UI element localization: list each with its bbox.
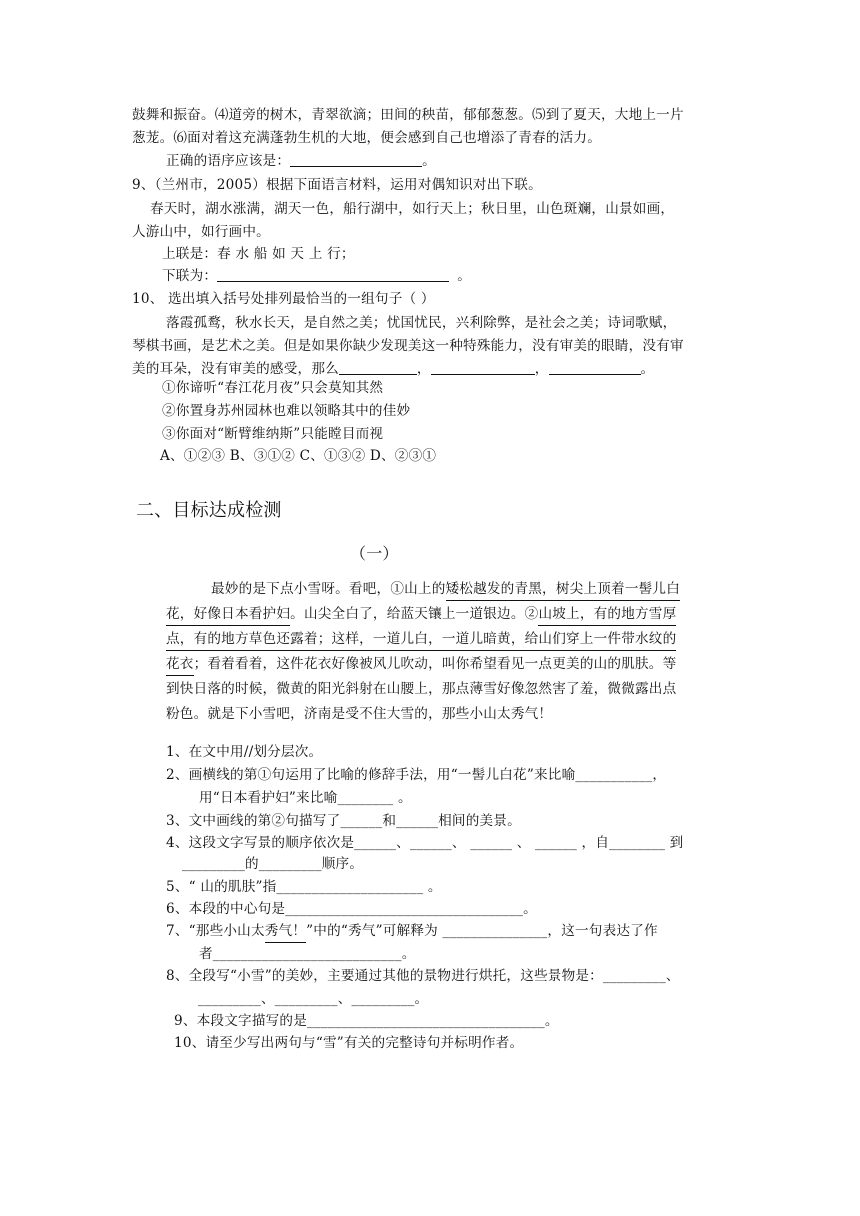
underlined-sentence-2: 山坡上，有的地方雪厚 [538,603,676,626]
passage-text: 。山尖全白了，给蓝天镶上一道银边。② [290,606,539,622]
section-heading: 二、目标达成检测 [136,500,282,521]
q10-choices: A、①②③ B、③①② C、①③② D、②③① [160,448,437,464]
underlined-sentence-1: 矮松越发的青黑，树尖上顶着一髻儿白 [446,578,681,601]
question-7-line-2: 者___________________________。 [199,946,416,962]
q8-answer-line [166,150,436,172]
question-8-line-2: _________、_________、_________。 [198,991,429,1007]
question-7-line-1 [166,920,658,943]
q10-sep-2: ， [534,361,549,377]
section-subheading: （一） [350,544,399,563]
question-2-line-1: 2、画横线的第①句运用了比喻的修辞手法，用“一髻儿白花”来比喻___________， [166,767,667,783]
question-7-underlined: 秀气！ [265,920,306,943]
question-8-line-1: 8、全段写“小雪”的美妙，主要通过其他的景物进行烘托，这些景物是：_________、 [166,968,680,984]
q9-text-1: 春天时，湖水涨满，湖天一色，船行湖中，如行天上；秋日里，山色斑斓，山景如画， [150,201,675,217]
q10-text-1: 落霞孤鹜，秋水长天，是自然之美；忧国忧民，兴利除弊，是社会之美；诗词歌赋， [166,315,677,331]
q10-end: 。 [640,361,655,377]
question-2-line-2: 用“日本看护妇”来比喻________ 。 [199,790,412,806]
q9-upper-couplet: 上联是：春 水 船 如 天 上 行； [162,246,355,262]
underlined-sentence-2-end: 花衣 [166,653,194,676]
question-10: 10、请至少写出两句与“雪”有关的完整诗句并标明作者。 [174,1035,524,1051]
q9-lower-end: 。 [457,268,471,284]
underlined-sentence-1-end: 花，好像日本看护妇 [166,603,290,626]
q8-line-2: 葱茏。⑹面对着这充满蓬勃生机的大地，便会感到自己也增添了青春的活力。 [132,130,601,146]
q9-lower-blank[interactable] [217,267,449,282]
passage-line-2 [166,603,676,626]
passage-line-1 [211,578,680,601]
q9-title: 9、（兰州市，2005）根据下面语言材料，运用对偶知识对出下联。 [132,177,542,193]
passage-line-6: 粉色。就是下小雪吧，济南是受不住大雪的，那些小山太秀气！ [166,706,553,722]
q10-option-1: ①你谛听“春江花月夜”只会莫知其然 [162,380,384,396]
passage-text: ；看着看着，这件花衣好像被风儿吹动，叫你希望看见一点更美的山的肌肤。等 [193,656,677,672]
passage-text: 最妙的是下点小雪呀。看吧，①山上的 [211,581,446,597]
question-4-line-2: _________的_________顺序。 [182,856,364,872]
q10-blank-1[interactable] [339,360,417,375]
passage-line-3 [166,628,676,651]
q9-text-2: 人游山中，如行画中。 [132,224,270,240]
question-3: 3、文中画线的第②句描写了______和______相间的美景。 [166,813,521,829]
question-1: 1、在文中用//划分层次。 [166,744,323,760]
question-6: 6、本段的中心句是__________________________________。 [166,901,537,917]
q10-sep-1: ， [416,361,431,377]
q8-answer-label: 正确的语序应该是： [166,153,291,169]
q10-title: 10、 选出填入括号处排列最恰当的一组句子（ ） [132,291,435,307]
question-4-line-1: 4、这段文字写景的顺序依次是______、______、 ______ 、 ______ ，自________ 到 [166,835,684,851]
question-7-text: 7、“那些小山太 [166,923,265,939]
q8-answer-end: 。 [422,153,436,169]
question-7-text: ”中的“秀气”可解释为 _______________，这一句表达了作 [306,923,658,939]
q10-text-2: 琴棋书画，是艺术之美。但是如果你缺少发现美这一种特殊能力，没有审美的眼睛，没有审 [132,338,684,354]
q10-blank-2[interactable] [431,360,535,375]
q9-lower-label: 下联为： [162,268,218,284]
q8-answer-blank[interactable] [290,152,422,167]
q8-line-1: 鼓舞和振奋。⑷道旁的树木，青翠欲滴；田间的秧苗，郁郁葱葱。⑸到了夏天，大地上一片 [132,107,684,123]
q10-blank-3[interactable] [549,360,641,375]
q10-option-2: ②你置身苏州园林也难以领略其中的佳妙 [162,403,411,419]
q10-option-3: ③你面对“断臂维纳斯”只能瞠目而视 [162,426,384,442]
question-5: 5、“ 山的肌肤”指_____________________ 。 [166,879,442,895]
underlined-sentence-2-middle: 点，有的地方草色还露着；这样，一道儿白，一道儿暗黄，给山们穿上一件带水纹的 [166,628,676,651]
q9-lower-line [162,265,471,287]
passage-line-5: 到快日落的时候，微黄的阳光斜射在山腰上，那点薄雪好像忽然害了羞，微微露出点 [166,681,677,697]
passage-line-4 [166,653,676,676]
question-9: 9、本段文字描写的是__________________________________。 [174,1013,559,1029]
q10-text-3-lead: 美的耳朵，没有审美的感受，那么 [132,361,339,377]
